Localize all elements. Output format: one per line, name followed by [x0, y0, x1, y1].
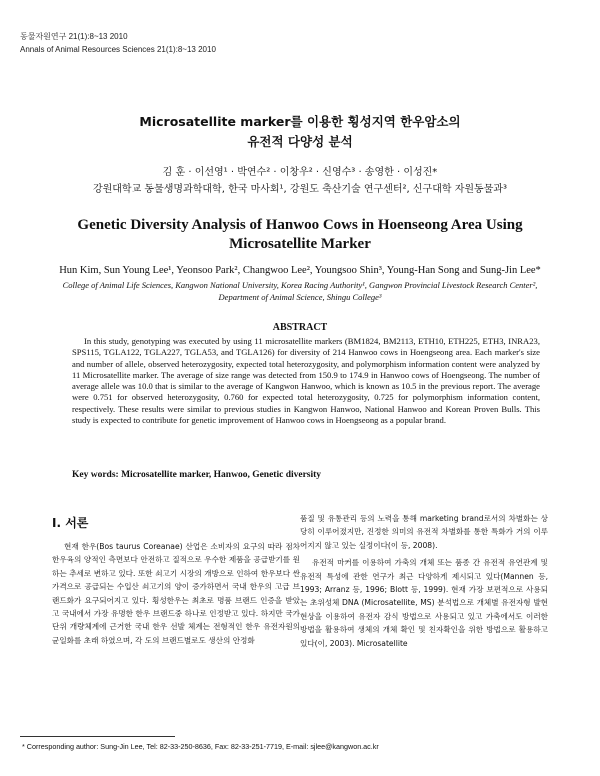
- english-affiliations-line2: Department of Animal Science, Shingu College³: [218, 292, 382, 302]
- korean-author-names: 김 훈 · 이선영¹ · 박연수² · 이창우² · 신영수³ · 송영한 · 이성진*: [162, 167, 438, 178]
- journal-english: Annals of Animal Resources Sciences 21(1):8~13 2010: [20, 45, 216, 54]
- korean-title: [0, 112, 600, 152]
- english-affiliations-line1: College of Animal Life Sciences, Kangwon National University, Korea Racing Authority¹, Gangwon Provincial Livestock Research Center²,: [62, 280, 538, 290]
- english-title-line2: Microsatellite Marker: [229, 236, 371, 252]
- korean-authors: [0, 164, 600, 198]
- english-author-names: Hun Kim, Sun Young Lee¹, Yeonsoo Park², Changwoo Lee², Youngsoo Shin³, Young-Han Song and Sung-Jin Lee*: [59, 265, 541, 276]
- footnote-rule: [20, 736, 175, 737]
- keywords: Key words: Microsatellite marker, Hanwoo, Genetic diversity: [72, 470, 322, 480]
- intro-paragraph-1: 현재 한우(Bos taurus Coreanae) 산업은 소비자의 요구의 따라 점차 한우육의 양적인 측면보다 안전하고 질적으로 우수한 제품을 공급받기를 원하는 추세로 변하고 있다. 또한 쇠고기 시장의 개방으로 인하여 한우보다 싼 가격으로 공급되는 수입산 쇠고기의 양이 증가하면서 국내 한우의 고급 브랜드화가 요구되어지고 있다. 횡성한우는 최초로 명품 브랜드 인증을 받았고 국내에서 가장 유명한 한우 브랜드중 하나로 인정받고 있다. 하지만 국가 단위 개량체계에 근거한 국내 한우 선발 체계는 전형적인 한우 유전자원의 균일화를 초래 하였으며, 각 도의 브랜드별로도 생산의 안정화: [52, 542, 300, 645]
- english-title-line1: Genetic Diversity Analysis of Hanwoo Cows in Hoenseong Area Using: [77, 217, 523, 233]
- left-column: [52, 540, 300, 651]
- english-title: [0, 216, 600, 254]
- abstract-heading: ABSTRACT: [272, 322, 328, 333]
- right-column: [300, 512, 548, 654]
- intro-paragraph-1-cont: 품질 및 유통관리 등의 노력을 통해 marketing brand로서의 차별화는 상당히 이루어졌지만, 진정한 의미의 유전적 차별화를 통한 특화가 거의 이루어지지 않고 있는 실정이다(이 등, 2008).: [300, 514, 548, 550]
- section-heading: Ⅰ. 서론: [52, 516, 89, 530]
- english-affiliations: [40, 279, 560, 303]
- intro-paragraph-2: 유전적 마커를 이용하여 가축의 개체 또는 품종 간 유전적 유연관계 및 유전적 특성에 관한 연구가 최근 다양하게 제시되고 있다(Mannen 등, 1993; Arranz 등, 1996; Blott 등, 1999). 현재 가장 보편적으로 사용되는 초위성체 DNA (Microsatellite, MS) 분석법으로 개체별 유전자형 발현 현상을 이용하여 유전자 감식 방법으로 사용되고 있고 가축에서도 이러한 방법을 활용하여 생체의 개체 확인 및 친자확인을 위한 방법으로 활용하고 있다(이, 2003). Microsatellite: [300, 558, 548, 648]
- journal-header: [20, 30, 216, 56]
- journal-korean: 동물자원연구 21(1):8~13 2010: [20, 32, 128, 41]
- footnote: * Corresponding author: Sung-Jin Lee, Tel: 82-33-250-8636, Fax: 82-33-251-7719, E-mail: sjlee@kangwon.ac.kr: [22, 742, 379, 751]
- korean-title-line2: 유전적 다양성 분석: [247, 134, 353, 149]
- korean-affiliations: 강원대학교 동물생명과학대학, 한국 마사회¹, 강원도 축산기술 연구센터², 신구대학 자원동물과³: [92, 184, 508, 195]
- korean-title-line1: Microsatellite marker를 이용한 횡성지역 한우암소의: [139, 114, 461, 129]
- abstract-text: In this study, genotyping was executed by using 11 microsatellite markers (BM1824, BM2113, ETH10, ETH225, ETH3, INRA23, SPS115, TGLA122, TGLA227, TGLA53, and TGLA126) for diversity of 214 Hanwoo cows in Hoengseong area. Each marker's size and number of allele, observed heterozygosity, expected total heterozygosity, and polymorphism information content were analyzed by 11 Microsatellite marker. The average of size range was detected from 150.9 to 174.9 in Hanwoo cows of Hoengseong. The number of average allele was 10.0 that is similar to the average of Kangwon Hanwoo, which is known as 10.5 in the previous report. The average were 0.751 for observed heterozygosity, 0.760 for expected total heterozygosity, 0.725 for polymorphism information content, respectively. These results were similar to previous studies in Kangwon Hanwoo, National Hanwoo and Korean Proven Bulls. This study is expected to contribute for genetic improvement of Hanwoo cows in Hoengseong as a popular brand.: [72, 336, 540, 426]
